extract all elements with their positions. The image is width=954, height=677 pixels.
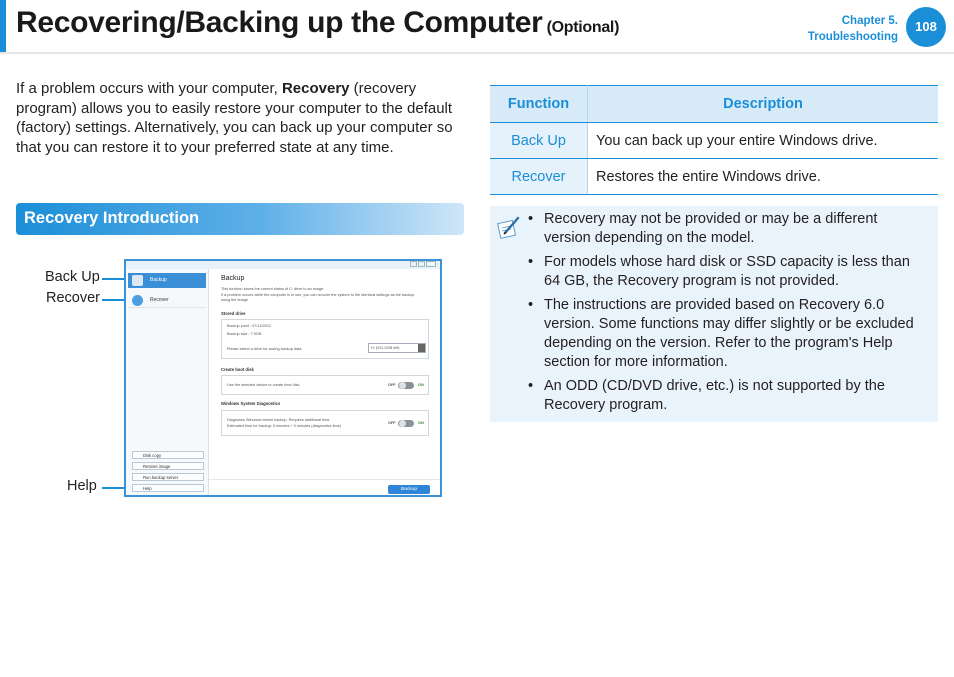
- stored-drive-heading: Stored drive: [221, 311, 246, 316]
- list-item: • An ODD (CD/DVD drive, etc.) is not supported by the Recovery program.: [526, 377, 926, 415]
- table-cell-description: Restores the entire Windows drive.: [588, 159, 939, 195]
- app-main-title: Backup: [221, 275, 245, 282]
- sidebar-item-backup[interactable]: [128, 273, 206, 288]
- list-item: • Recovery may not be provided or may be a different version depending on the model.: [526, 210, 926, 248]
- app-sidebar: [126, 269, 209, 495]
- backup-drive-icon: [132, 275, 143, 286]
- diag-line2: Estimated time for backup: 5 minutes + 0 minutes (diagnostics time): [227, 424, 342, 428]
- select-drive-hint: Please select a drive for saving backup data.: [227, 347, 303, 351]
- diag-toggle[interactable]: [398, 420, 414, 427]
- tool-restore-image-label: Restore image: [143, 464, 171, 469]
- page-title: [16, 6, 619, 40]
- maximize-icon[interactable]: [418, 261, 425, 267]
- sidebar-item-recover-label: Recover: [150, 297, 169, 303]
- table-row: [490, 123, 938, 159]
- boot-off-label: OFF: [388, 383, 396, 387]
- stored-drive-box: [221, 319, 429, 359]
- header-accent-bar: [0, 0, 6, 52]
- list-item: • The instructions are provided based on Recovery 6.0 version. Some functions may differ slightly or be excluded depending on the version. Refer to the program's Help section for more information.: [526, 296, 926, 372]
- table-row: [490, 159, 938, 195]
- function-table: [490, 85, 938, 195]
- chapter-label: [808, 13, 898, 45]
- sidebar-item-recover[interactable]: [128, 293, 206, 308]
- intro-bold-recovery: Recovery: [281, 80, 350, 97]
- app-footer-divider: [209, 479, 440, 480]
- table-header-description: Description: [588, 86, 939, 123]
- note-list: [526, 210, 926, 420]
- tool-help-label: Help: [143, 486, 152, 491]
- boot-hint: Use the selected device to create boot disk.: [227, 383, 301, 387]
- callout-backup-label: Back Up: [45, 269, 100, 285]
- backup-point: Backup point : 07/14/2012: [227, 324, 272, 328]
- note-box: [490, 206, 938, 422]
- diag-off-label: OFF: [388, 421, 396, 425]
- tool-restore-image[interactable]: [132, 462, 204, 470]
- app-desc-line3: using the image.: [221, 298, 249, 302]
- tool-disk-copy-label: Disk copy: [143, 453, 162, 458]
- boot-toggle-knob: [399, 382, 406, 389]
- page-number-badge: 108: [906, 7, 946, 47]
- sidebar-item-backup-label: Backup: [150, 277, 167, 283]
- create-boot-heading: Create boot disk: [221, 367, 254, 372]
- note-pencil-icon: [496, 214, 522, 240]
- intro-text-start: If a problem occurs with your computer,: [16, 80, 282, 97]
- app-desc-line2: If a problem occurs while the computer is in use, you can recover the system to the identical settings as the backup: [221, 293, 415, 297]
- app-backup-button[interactable]: Backup: [388, 485, 430, 494]
- page-title-suffix: (Optional): [546, 19, 620, 36]
- header-divider: [0, 52, 954, 54]
- table-header-function: Function: [490, 86, 588, 123]
- chevron-down-icon[interactable]: [418, 344, 425, 352]
- chapter-number: Chapter 5.: [841, 15, 898, 27]
- drive-select-value: H: (931.0GB left): [371, 346, 400, 350]
- boot-toggle[interactable]: [398, 382, 414, 389]
- diagnostics-heading: Windows System Diagnostics: [221, 401, 281, 406]
- chapter-name: Troubleshooting: [807, 31, 898, 43]
- table-cell-description: You can back up your entire Windows drive.: [588, 123, 939, 159]
- table-cell-function: Recover: [490, 159, 588, 195]
- diag-line1: Diagnoses Windows before backup. Requires additional time.: [227, 418, 331, 422]
- section-title: Recovery Introduction: [24, 209, 200, 227]
- list-item: • For models whose hard disk or SSD capacity is less than 64 GB, the Recovery program is not provided.: [526, 253, 926, 291]
- callout-recover-label: Recover: [46, 290, 100, 306]
- diag-toggle-knob: [399, 420, 406, 427]
- backup-size: Backup size : 7.9GB: [227, 332, 262, 336]
- diag-on-label: ON: [418, 421, 424, 425]
- recovery-app-screenshot: [124, 259, 442, 497]
- diagnostics-box: [221, 410, 429, 436]
- tool-disk-copy[interactable]: [132, 451, 204, 459]
- app-titlebar: [126, 261, 440, 269]
- table-cell-function: Back Up: [490, 123, 588, 159]
- app-desc-line1: This function saves the current status of C: drive to an image.: [221, 287, 325, 291]
- tool-run-backup-server-label: Run backup server: [143, 475, 179, 480]
- recover-arrow-icon: [132, 295, 143, 306]
- close-icon[interactable]: [426, 261, 436, 267]
- create-boot-box: [221, 375, 429, 395]
- table-header-row: [490, 86, 938, 123]
- callout-help-label: Help: [67, 478, 97, 494]
- boot-on-label: ON: [418, 383, 424, 387]
- drive-select[interactable]: [368, 343, 426, 353]
- intro-text-end: (recovery program) allows you to easily restore your computer to the default (factory) settings. Alternatively, you can back up your computer so that you can restore it to your preferred state at any time.: [16, 80, 453, 156]
- tool-help[interactable]: [132, 484, 204, 492]
- minimize-icon[interactable]: [410, 261, 417, 267]
- page-title-text: Recovering/Backing up the Computer: [16, 6, 543, 39]
- intro-paragraph: [16, 79, 468, 157]
- tool-run-backup-server[interactable]: [132, 473, 204, 481]
